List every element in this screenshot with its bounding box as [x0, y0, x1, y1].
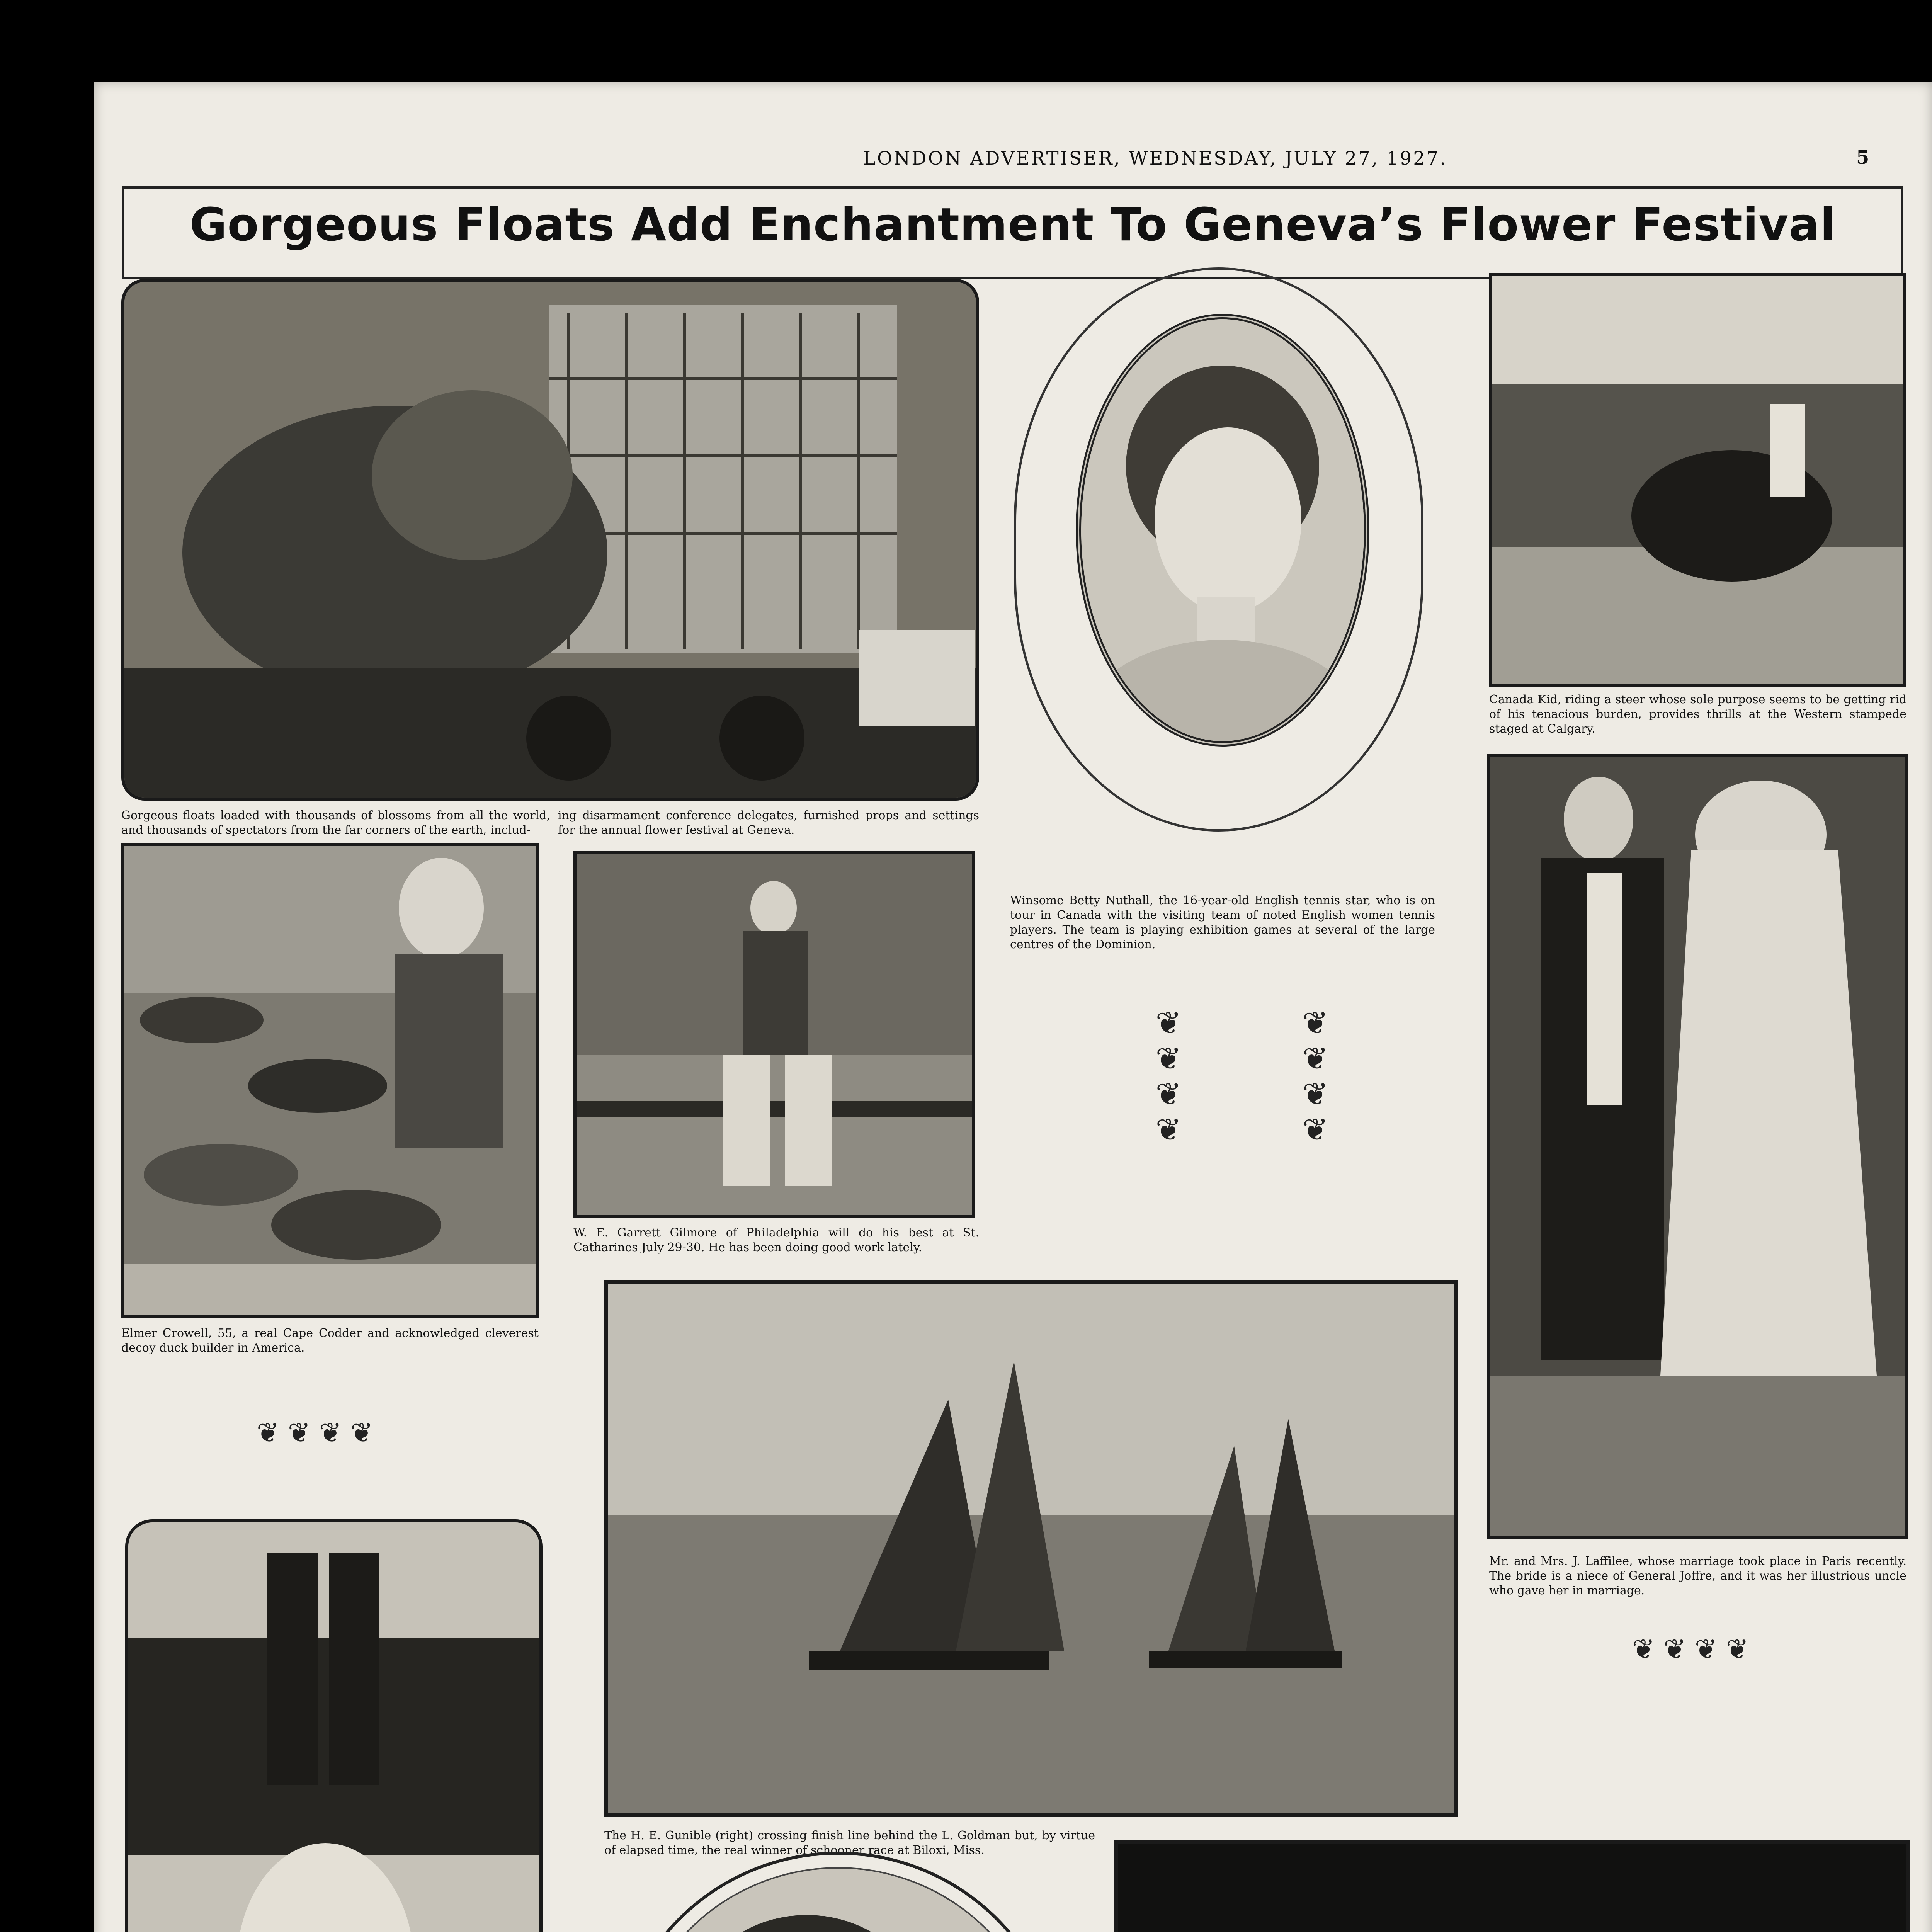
- page-headline: Gorgeous Floats Add Enchantment To Geneva’s Flower Festival: [189, 198, 1836, 251]
- photo-elmer-crowell: [121, 843, 539, 1318]
- caption-nuthall: Winsome Betty Nuthall, the 16-year-old English tennis star, who is on tour in Canada with the visiting team of noted English women tennis players. The team is playing exhibition games at several of the large centres of the Dominion.: [1010, 894, 1435, 951]
- caption-schooner: The H. E. Gunible (right) crossing finish line behind the L. Goldman but, by virtue of elapsed time, the real winner of schooner race at Biloxi, Miss.: [604, 1829, 1095, 1857]
- photo-schooner-race: [604, 1280, 1458, 1817]
- caption-floats-left: Gorgeous floats loaded with thousands of blossoms from all the world, and thousands of spectators from the far corners of the earth, includ-: [121, 809, 550, 837]
- masthead: LONDON ADVERTISER, WEDNESDAY, JULY 27, 1927.: [863, 148, 1447, 169]
- maple-leaf-ornament-left: ❦ ❦ ❦ ❦: [1155, 1005, 1182, 1148]
- photo-jackie-dare: [125, 1519, 543, 1932]
- caption-laffilee: Mr. and Mrs. J. Laffilee, whose marriage took place in Paris recently. The bride is a niece of General Joffre, and it was her illustrious uncle who gave her in marriage.: [1489, 1554, 1906, 1597]
- maple-leaf-ornament-right: ❦ ❦ ❦ ❦: [1302, 1005, 1328, 1148]
- photo-garrett-gilmore: [573, 851, 975, 1218]
- photo-canada-kid: [1489, 273, 1906, 687]
- newspaper-page: [94, 82, 1932, 1932]
- photo-navy-seaplanes: [1114, 1840, 1910, 1932]
- caption-floats-right: ing disarmament conference delegates, furnished props and settings for the annual flower festival at Geneva.: [558, 809, 979, 837]
- caption-gilmore: W. E. Garrett Gilmore of Philadelphia will do his best at St. Catharines July 29-30. He has been doing good work lately.: [573, 1226, 979, 1254]
- photo-betty-nuthall: [1076, 314, 1369, 747]
- maple-leaf-ornament-crowell: ❦ ❦ ❦ ❦: [257, 1417, 373, 1449]
- maple-leaf-ornament-laffilee: ❦ ❦ ❦ ❦: [1632, 1633, 1749, 1665]
- page-number: 5: [1856, 147, 1869, 168]
- photo-laffilee-wedding: [1487, 754, 1908, 1539]
- caption-crowell: Elmer Crowell, 55, a real Cape Codder and acknowledged cleverest decoy duck builder in America.: [121, 1327, 539, 1355]
- photo-flower-floats: [121, 279, 979, 801]
- caption-canada-kid: Canada Kid, riding a steer whose sole purpose seems to be getting rid of his tenacious burden, provides thrills at the Western stampede staged at Calgary.: [1489, 693, 1906, 736]
